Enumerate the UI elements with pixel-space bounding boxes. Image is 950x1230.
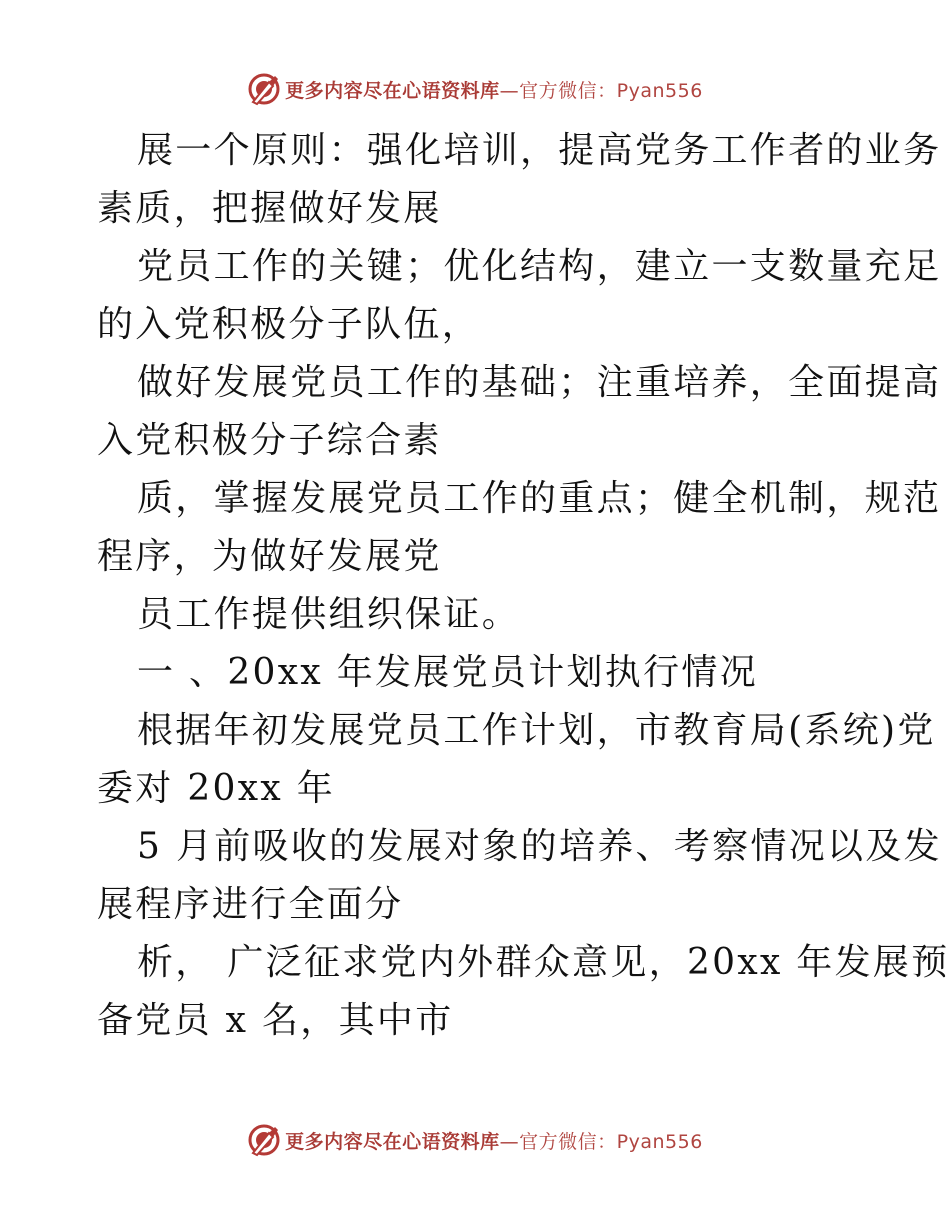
watermark-main: 更多内容尽在心语资料库 <box>285 1130 500 1153</box>
watermark-text <box>285 1127 703 1154</box>
text-line: 素质，把握做好发展 <box>97 188 442 229</box>
pen-logo-icon <box>247 72 281 106</box>
watermark-main: 更多内容尽在心语资料库 <box>285 79 500 102</box>
text-line: 党员工作的关键；优化结构，建立一支数量充足 <box>137 246 942 287</box>
text-line: 做好发展党员工作的基础；注重培养，全面提高 <box>137 362 942 403</box>
watermark-contact: 官方微信：Pyan556 <box>519 79 703 102</box>
watermark-text <box>285 76 703 103</box>
watermark-dash: — <box>499 79 520 102</box>
text-line: 员工作提供组织保证。 <box>137 594 521 635</box>
text-line: 质，掌握发展党员工作的重点；健全机制，规范 <box>137 478 942 519</box>
document-body <box>97 122 950 1050</box>
text-line: 备党员 x 名，其中市 <box>97 1000 454 1041</box>
text-line: 程序，为做好发展党 <box>97 536 442 577</box>
text-line: 根据年初发展党员工作计划，市教育局(系统)党 <box>137 710 936 751</box>
text-line: 展程序进行全面分 <box>97 884 404 925</box>
header-watermark <box>0 72 950 106</box>
watermark-dash: — <box>499 1130 520 1153</box>
pen-logo-icon <box>247 1123 281 1157</box>
text-line: 的入党积极分子队伍， <box>97 304 481 345</box>
text-line: 析， 广泛征求党内外群众意见，20xx 年发展预 <box>137 942 950 983</box>
section-heading: 一 、20xx 年发展党员计划执行情况 <box>137 652 759 693</box>
watermark-contact: 官方微信：Pyan556 <box>519 1130 703 1153</box>
text-line: 入党积极分子综合素 <box>97 420 442 461</box>
text-line: 展一个原则：强化培训，提高党务工作者的业务 <box>137 130 942 171</box>
text-line: 5 月前吸收的发展对象的培养、考察情况以及发 <box>137 826 942 867</box>
text-line: 委对 20xx 年 <box>97 768 336 809</box>
footer-watermark <box>0 1123 950 1157</box>
